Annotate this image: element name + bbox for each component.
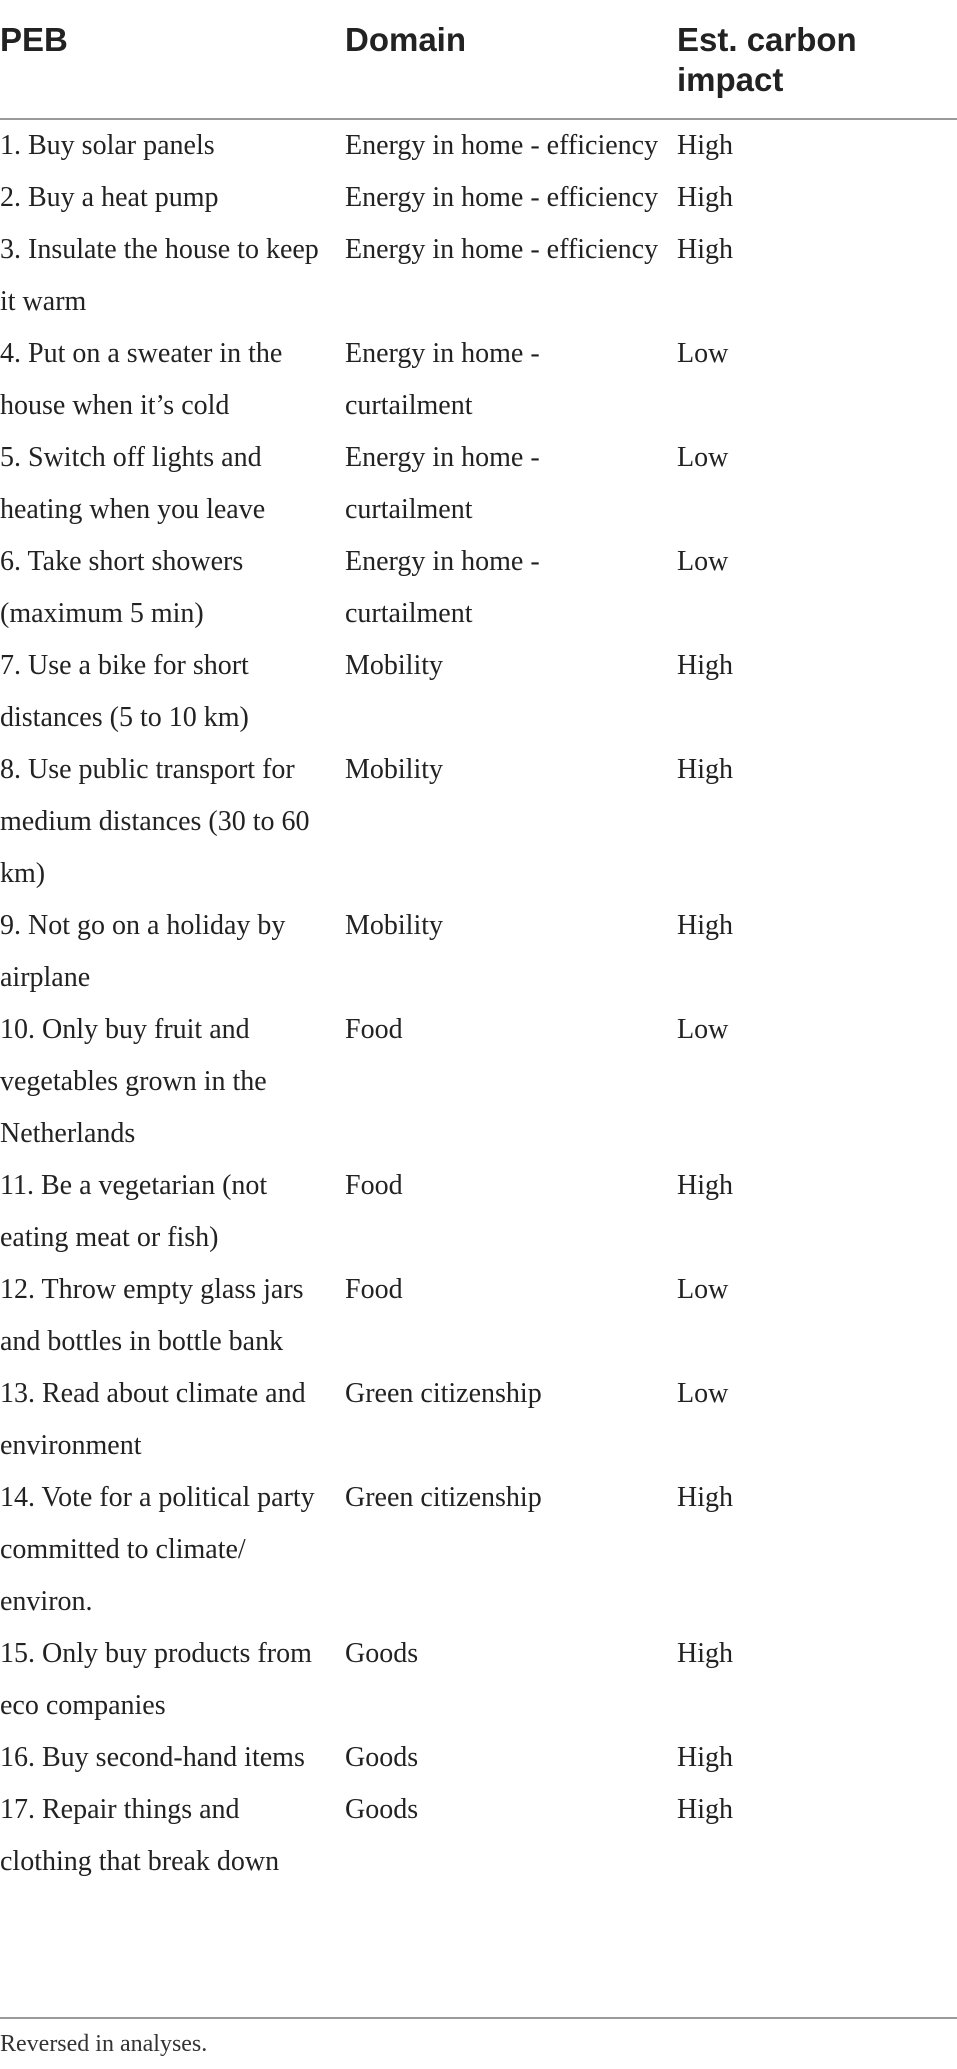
- table-row: [0, 1784, 957, 1888]
- cell-peb: [0, 640, 345, 744]
- cell-carbon-impact-text: High: [677, 1170, 733, 1201]
- cell-domain: [345, 1004, 677, 1160]
- cell-peb: [0, 432, 345, 536]
- cell-domain: [345, 172, 677, 224]
- cell-carbon-impact: [677, 1628, 957, 1732]
- cell-domain: [345, 1368, 677, 1472]
- cell-carbon-impact-text: High: [677, 650, 733, 681]
- cell-domain: [345, 328, 677, 432]
- cell-domain-text: Energy in home - curtailment: [345, 546, 540, 629]
- cell-domain: [345, 224, 677, 328]
- table-row: [0, 172, 957, 224]
- cell-carbon-impact: [677, 224, 957, 328]
- cell-domain-text: Mobility: [345, 910, 444, 941]
- cell-carbon-impact: [677, 640, 957, 744]
- header-domain: Domain: [345, 21, 467, 58]
- cell-carbon-impact-text: High: [677, 1482, 733, 1513]
- table-row: [0, 744, 957, 900]
- cell-carbon-impact: [677, 432, 957, 536]
- table-row: [0, 536, 957, 640]
- cell-domain: [345, 1160, 677, 1264]
- table-row: [0, 1732, 957, 1784]
- cell-domain-text: Food: [345, 1274, 403, 1305]
- table-row: [0, 328, 957, 432]
- cell-domain: [345, 432, 677, 536]
- cell-carbon-impact-text: High: [677, 234, 733, 265]
- table-row: [0, 1628, 957, 1732]
- table-row: [0, 640, 957, 744]
- cell-peb-text: 2. Buy a heat pump: [0, 182, 219, 213]
- cell-domain-text: Food: [345, 1170, 403, 1201]
- cell-carbon-impact-text: Low: [677, 1274, 729, 1305]
- cell-carbon-impact: [677, 1004, 957, 1160]
- cell-peb-text: 9. Not go on a holiday by airplane: [0, 910, 286, 993]
- table-row: [0, 1004, 957, 1160]
- cell-domain: [345, 1732, 677, 1784]
- cell-carbon-impact-text: High: [677, 910, 733, 941]
- header-carbon-impact: Est. carbon impact: [677, 21, 857, 98]
- cell-carbon-impact-text: Low: [677, 442, 729, 473]
- cell-domain-text: Mobility: [345, 650, 444, 681]
- table-header: [0, 0, 957, 119]
- cell-carbon-impact-text: Low: [677, 1014, 729, 1045]
- cell-carbon-impact: [677, 1368, 957, 1472]
- cell-carbon-impact: [677, 119, 957, 172]
- cell-peb: [0, 1264, 345, 1368]
- cell-domain: [345, 744, 677, 900]
- cell-peb: [0, 1368, 345, 1472]
- header-peb: PEB: [0, 21, 68, 58]
- cell-peb-text: 12. Throw empty glass jars and bottles in bottle bank: [0, 1274, 304, 1357]
- table-row: [0, 1264, 957, 1368]
- cell-peb-text: 8. Use public transport for medium distances (30 to 60 km): [0, 754, 310, 889]
- table-row: [0, 1368, 957, 1472]
- cell-domain-text: Energy in home - efficiency: [345, 130, 659, 161]
- cell-carbon-impact: [677, 1472, 957, 1628]
- cell-carbon-impact-text: Low: [677, 546, 729, 577]
- cell-peb-text: 6. Take short showers (maximum 5 min): [0, 546, 244, 629]
- cell-peb-text: 4. Put on a sweater in the house when it’s cold: [0, 338, 283, 421]
- cell-domain: [345, 1628, 677, 1732]
- cell-peb-text: 15. Only buy products from eco companies: [0, 1638, 312, 1721]
- cell-peb-text: 7. Use a bike for short distances (5 to 10 km): [0, 650, 249, 733]
- cell-domain: [345, 1264, 677, 1368]
- cell-peb-text: 14. Vote for a political party committed to climate/ environ.: [0, 1482, 315, 1617]
- cell-peb-text: 17. Repair things and clothing that break down: [0, 1794, 280, 1877]
- cell-carbon-impact: [677, 172, 957, 224]
- table-row: [0, 224, 957, 328]
- cell-domain-text: Energy in home - efficiency: [345, 182, 659, 213]
- cell-domain: [345, 1472, 677, 1628]
- cell-carbon-impact-text: High: [677, 1638, 733, 1669]
- cell-carbon-impact-text: High: [677, 754, 733, 785]
- cell-carbon-impact-text: High: [677, 1742, 733, 1773]
- cell-carbon-impact: [677, 900, 957, 1004]
- cell-domain: [345, 1784, 677, 1888]
- table-row: [0, 119, 957, 172]
- cell-peb-text: 10. Only buy fruit and vegetables grown in the Netherlands: [0, 1014, 267, 1149]
- cell-peb-text: 13. Read about climate and environment: [0, 1378, 306, 1461]
- cell-peb: [0, 1004, 345, 1160]
- cell-peb: [0, 119, 345, 172]
- cell-carbon-impact: [677, 536, 957, 640]
- table-row: [0, 1160, 957, 1264]
- cell-peb: [0, 1160, 345, 1264]
- header-row: [0, 0, 957, 119]
- cell-peb: [0, 1472, 345, 1628]
- cell-peb: [0, 172, 345, 224]
- cell-peb-text: 1. Buy solar panels: [0, 130, 215, 161]
- cell-carbon-impact: [677, 1784, 957, 1888]
- table-row: [0, 432, 957, 536]
- cell-carbon-impact-text: Low: [677, 1378, 729, 1409]
- cell-carbon-impact: [677, 744, 957, 900]
- cell-domain-text: Goods: [345, 1742, 419, 1773]
- cell-peb-text: 11. Be a vegetarian (not eating meat or fish): [0, 1170, 268, 1253]
- cell-peb: [0, 328, 345, 432]
- cell-domain-text: Food: [345, 1014, 403, 1045]
- cell-carbon-impact: [677, 1264, 957, 1368]
- cell-domain-text: Green citizenship: [345, 1482, 542, 1513]
- cell-carbon-impact-text: High: [677, 1794, 733, 1825]
- table-body: [0, 119, 957, 1888]
- cell-carbon-impact-text: High: [677, 130, 733, 161]
- cell-carbon-impact: [677, 1732, 957, 1784]
- cell-domain-text: Goods: [345, 1794, 419, 1825]
- cell-peb: [0, 1784, 345, 1888]
- cell-peb: [0, 744, 345, 900]
- cell-domain-text: Energy in home - curtailment: [345, 338, 540, 421]
- cell-domain-text: Energy in home - efficiency: [345, 234, 659, 265]
- cell-peb-text: 3. Insulate the house to keep it warm: [0, 234, 319, 317]
- table-footnote: Reversed in analyses.: [0, 2031, 208, 2057]
- cell-domain: [345, 119, 677, 172]
- cell-peb: [0, 536, 345, 640]
- cell-domain-text: Green citizenship: [345, 1378, 542, 1409]
- cell-domain-text: Mobility: [345, 754, 444, 785]
- table-row: [0, 900, 957, 1004]
- cell-domain-text: Energy in home - curtailment: [345, 442, 540, 525]
- cell-peb: [0, 224, 345, 328]
- cell-peb: [0, 1628, 345, 1732]
- cell-domain: [345, 900, 677, 1004]
- cell-carbon-impact: [677, 1160, 957, 1264]
- table-row: [0, 1472, 957, 1628]
- cell-carbon-impact-text: Low: [677, 338, 729, 369]
- cell-peb-text: 5. Switch off lights and heating when you leave: [0, 442, 266, 525]
- cell-domain: [345, 536, 677, 640]
- cell-carbon-impact-text: High: [677, 182, 733, 213]
- cell-peb: [0, 900, 345, 1004]
- cell-carbon-impact: [677, 328, 957, 432]
- cell-domain: [345, 640, 677, 744]
- cell-peb: [0, 1732, 345, 1784]
- cell-domain-text: Goods: [345, 1638, 419, 1669]
- cell-peb-text: 16. Buy second-hand items: [0, 1742, 305, 1773]
- footer-divider: [0, 2017, 957, 2019]
